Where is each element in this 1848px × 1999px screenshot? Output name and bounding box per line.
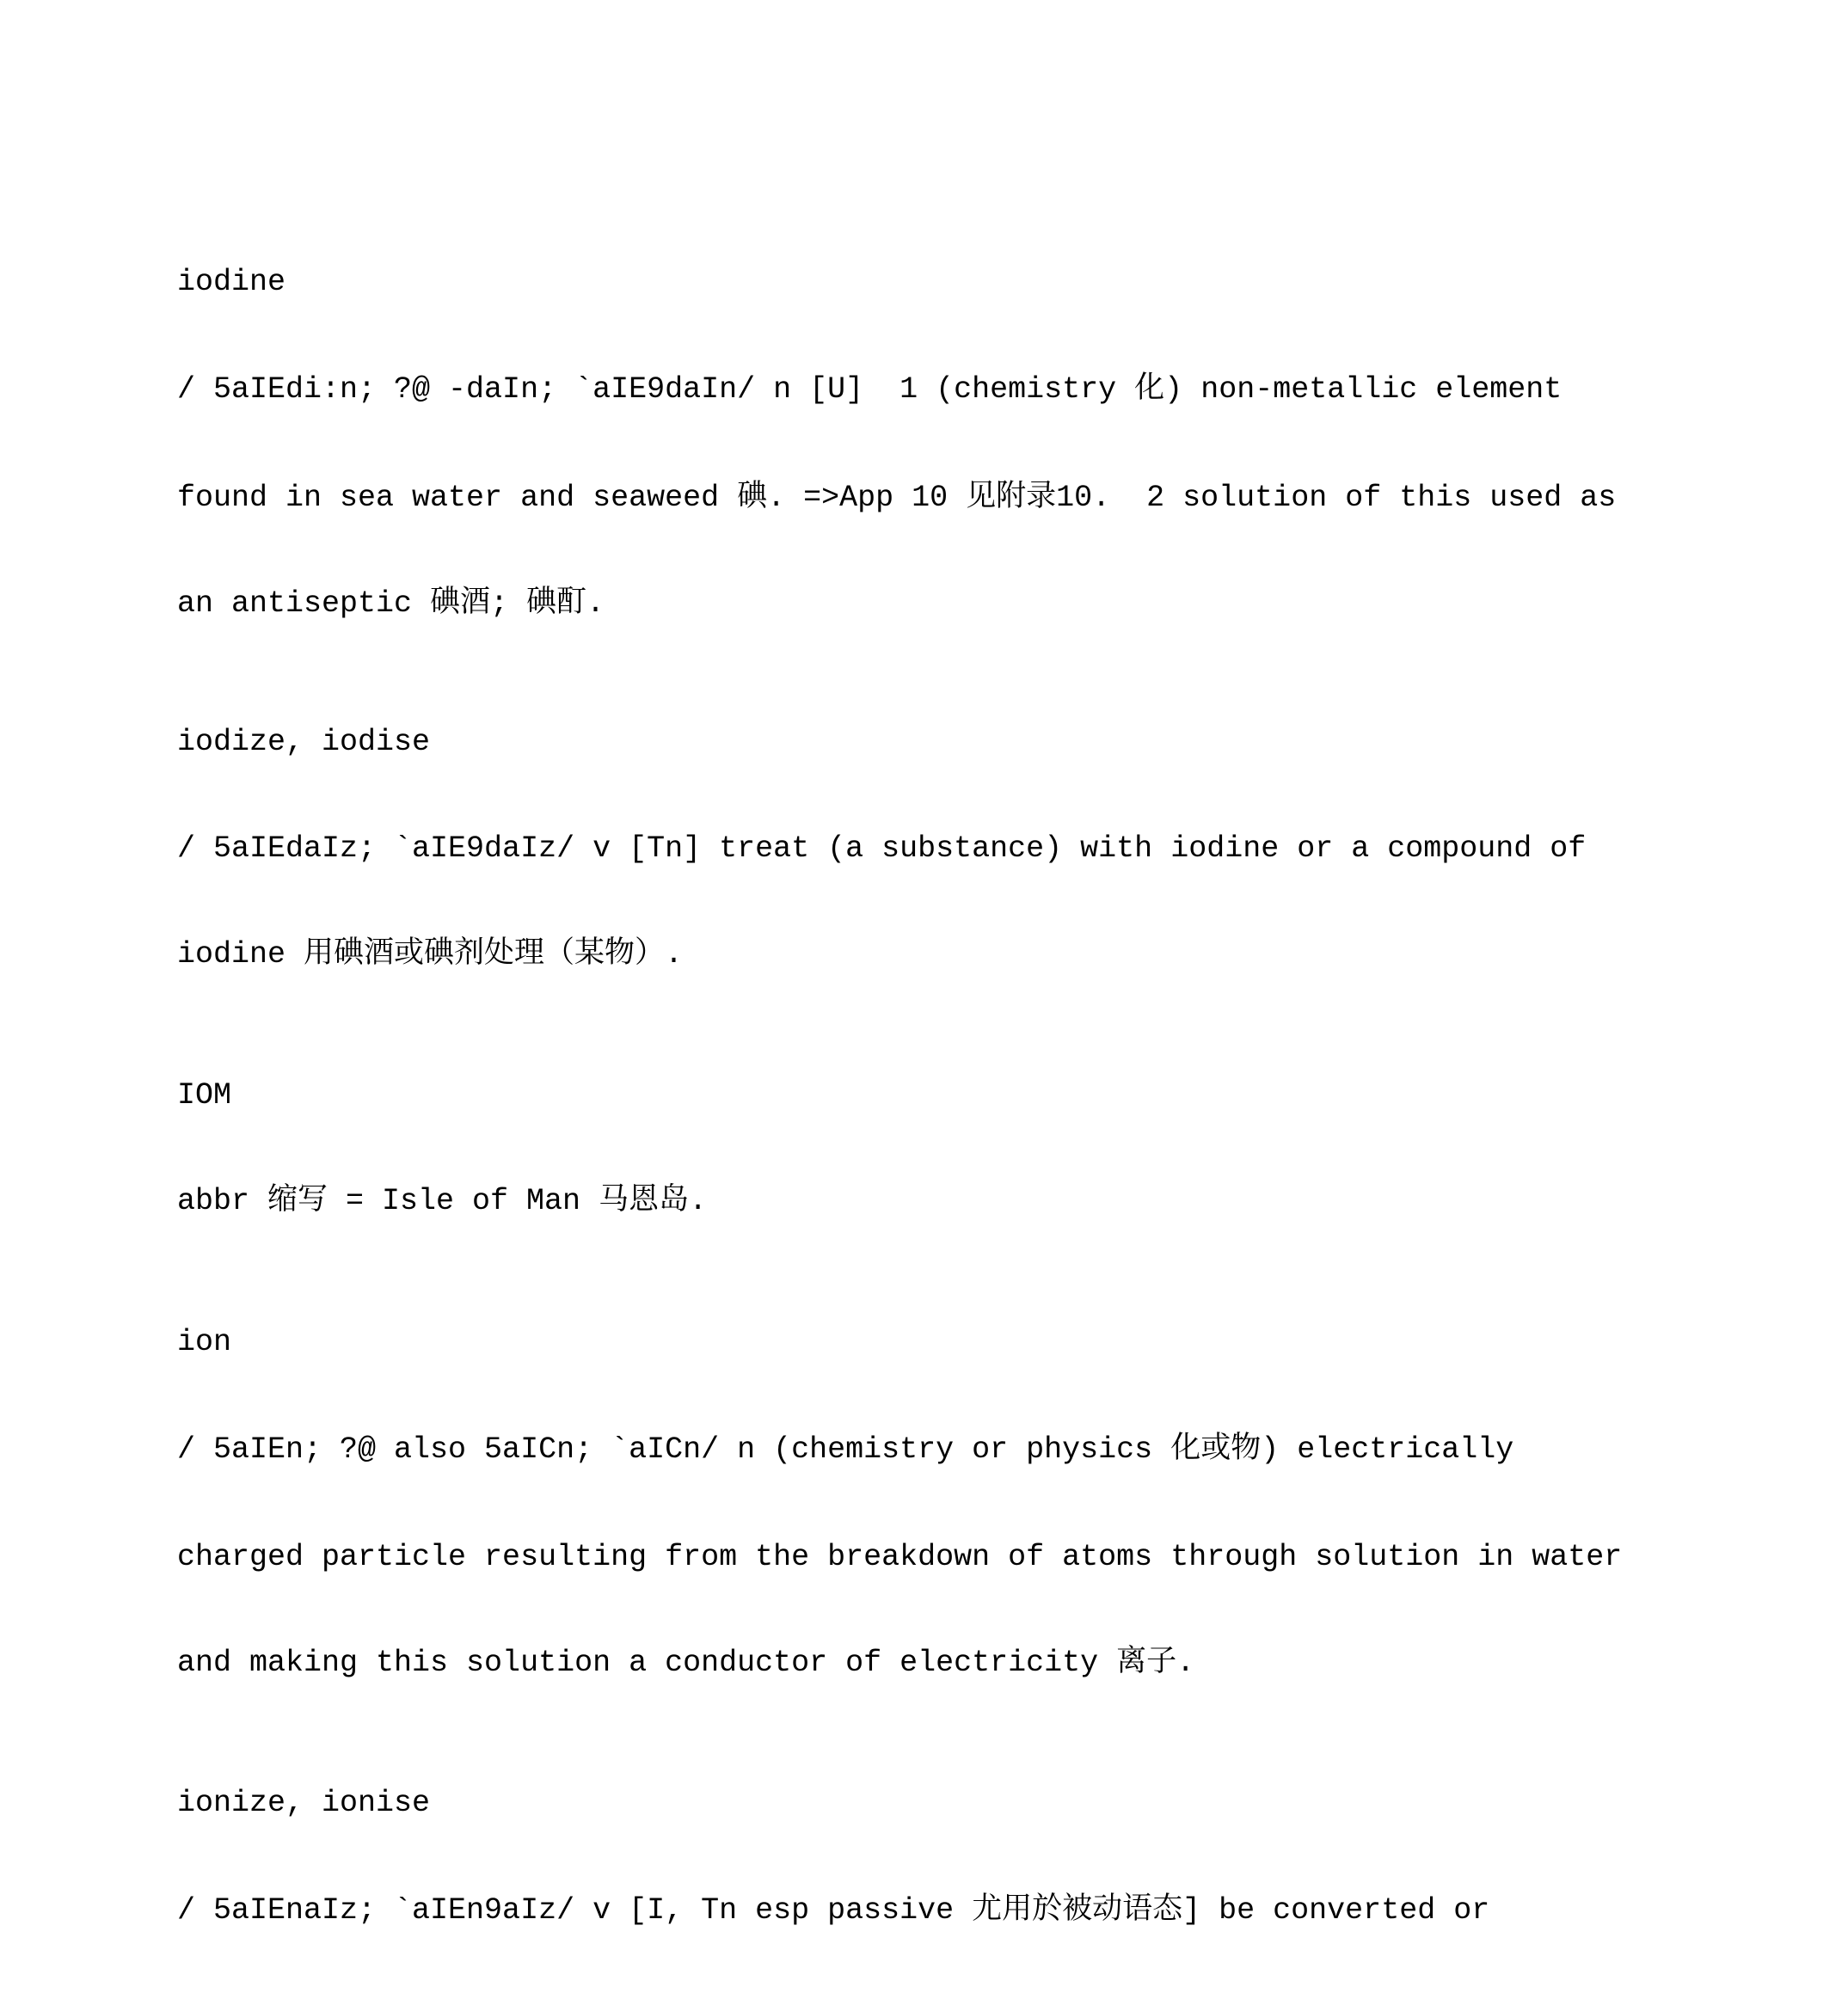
entry-headword: ionize, ionise [177, 1786, 431, 1820]
entry-headword: ion [177, 1325, 232, 1359]
definition-line: found in sea water and seaweed 碘. =>App 10 见附录10. 2 solution of this used as [177, 481, 1617, 515]
definition-line: / 5aIEdi:n; ?@ -daIn; `aIE9daIn/ n [U] 1 (chemistry 化) non-metallic element [177, 372, 1563, 407]
definition-line: iodine 用碘酒或碘剂处理（某物）. [177, 937, 684, 972]
definition-line: / 5aIEnaIz; `aIEn9aIz/ v [I, Tn esp passive 尤用於被动语态] be converted or [177, 1893, 1490, 1928]
entry-headword: IOM [177, 1078, 232, 1113]
definition-line: / 5aIEn; ?@ also 5aICn; `aICn/ n (chemistry or physics 化或物) electrically [177, 1432, 1514, 1467]
definition-line: / 5aIEdaIz; `aIE9daIz/ v [Tn] treat (a substance) with iodine or a compound of [177, 831, 1587, 866]
dictionary-text [177, 194, 1622, 1999]
definition-line: and making this solution a conductor of electricity 离子. [177, 1646, 1195, 1680]
definition-line: abbr 缩写 = Isle of Man 马恩岛. [177, 1184, 708, 1218]
definition-line: an antiseptic 碘酒; 碘酊. [177, 586, 605, 621]
entry-headword: iodize, iodise [177, 725, 431, 759]
entry-headword: iodine [177, 265, 286, 299]
definition-line: charged particle resulting from the breakdown of atoms through solution in water [177, 1540, 1623, 1574]
